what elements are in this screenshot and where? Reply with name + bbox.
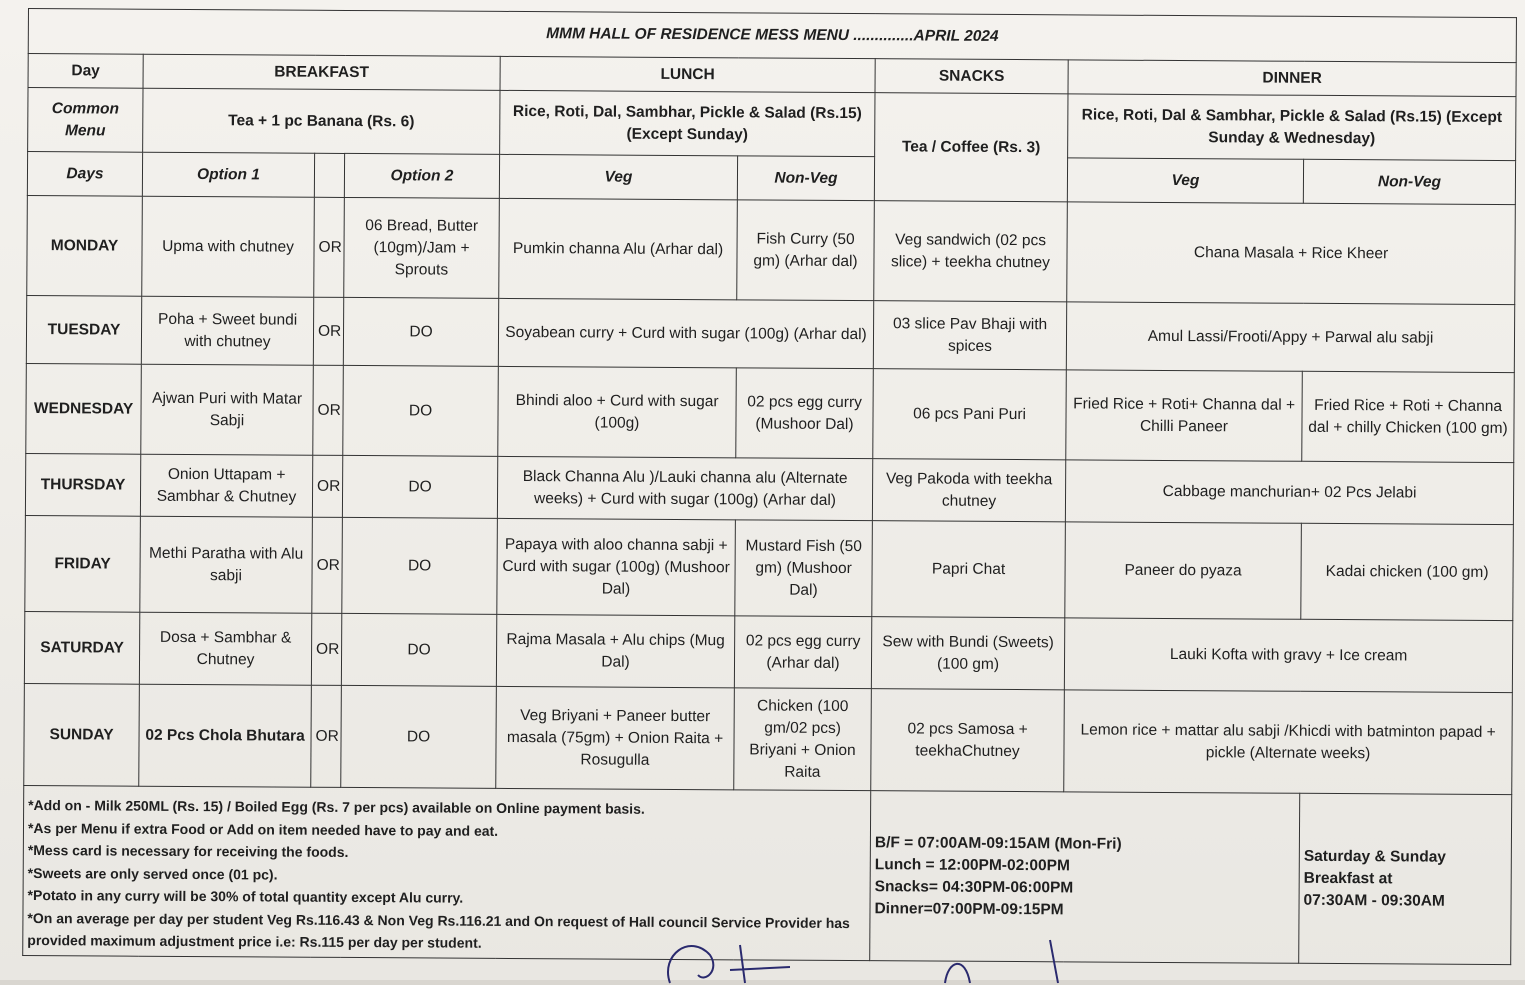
breakfast-option1: Methi Paratha with Alu sabji bbox=[140, 516, 313, 613]
menu-title: MMM HALL OF RESIDENCE MESS MENU ..............APRIL 2024 bbox=[28, 9, 1516, 63]
weekend-line: Breakfast at bbox=[1303, 869, 1393, 887]
lunch-nonveg-subheader: Non-Veg bbox=[737, 156, 874, 201]
breakfast-header: BREAKFAST bbox=[143, 54, 500, 90]
common-menu-label: Common Menu bbox=[28, 88, 143, 153]
days-subheader: Days bbox=[27, 152, 142, 197]
day-cell: SUNDAY bbox=[24, 683, 140, 786]
day-cell: SATURDAY bbox=[24, 611, 139, 684]
breakfast-option2: DO bbox=[342, 455, 497, 518]
timings-cell bbox=[870, 791, 1300, 964]
lunch-nonveg: Fish Curry (50 gm) (Arhar dal) bbox=[737, 200, 875, 301]
breakfast-option2: DO bbox=[343, 297, 498, 366]
dinner-nonveg-subheader: Non-Veg bbox=[1303, 159, 1515, 204]
dinner-veg: Paneer do pyaza bbox=[1065, 522, 1302, 619]
or-cell: OR bbox=[311, 685, 342, 787]
weekend-line: 07:30AM - 09:30AM bbox=[1303, 891, 1445, 910]
breakfast-option1: Ajwan Puri with Matar Sabji bbox=[141, 364, 314, 455]
or-cell: OR bbox=[313, 297, 343, 365]
lunch-veg: Bhindi aloo + Curd with sugar (100g) bbox=[498, 366, 737, 457]
timing-line: Dinner=07:00PM-09:15PM bbox=[874, 899, 1064, 918]
timing-line: Lunch = 12:00PM-02:00PM bbox=[874, 855, 1070, 874]
lunch-veg: Pumkin channa Alu (Arhar dal) bbox=[499, 198, 738, 299]
breakfast-option1: Poha + Sweet bundi with chutney bbox=[141, 296, 313, 365]
lunch-cell: Soyabean curry + Curd with sugar (100g) (Arhar dal) bbox=[498, 298, 873, 368]
dinner-nonveg: Fried Rice + Roti + Channa dal + chilly Chicken (100 gm) bbox=[1302, 371, 1515, 462]
note-line: *Potato in any curry will be 30% of total quantity except Alu curry. bbox=[27, 887, 464, 906]
breakfast-option2: DO bbox=[343, 365, 499, 456]
or-cell: OR bbox=[312, 517, 343, 613]
lunch-veg: Papaya with aloo channa sabji + Curd with sugar (100g) (Mushoor Dal) bbox=[497, 518, 736, 615]
timing-line: Snacks= 04:30PM-06:00PM bbox=[874, 877, 1074, 896]
or-cell: OR bbox=[314, 197, 345, 297]
breakfast-option2: 06 Bread, Butter (10gm)/Jam + Sprouts bbox=[344, 197, 500, 298]
day-cell: FRIDAY bbox=[25, 515, 141, 612]
dinner-cell: Cabbage manchurian+ 02 Pcs Jelabi bbox=[1065, 460, 1513, 525]
mess-menu-table bbox=[22, 8, 1517, 965]
snacks-header: SNACKS bbox=[875, 59, 1068, 94]
snacks-cell: Veg Pakoda with teekha chutney bbox=[872, 459, 1065, 522]
breakfast-option2: DO bbox=[342, 517, 498, 614]
dinner-cell: Chana Masala + Rice Kheer bbox=[1067, 202, 1516, 305]
friday-row bbox=[25, 515, 1514, 620]
dinner-veg: Fried Rice + Roti+ Channa dal + Chilli Paneer bbox=[1066, 370, 1303, 461]
snacks-cell: 06 pcs Pani Puri bbox=[873, 369, 1067, 460]
or-cell: OR bbox=[313, 365, 344, 455]
sunday-row bbox=[24, 683, 1513, 794]
lunch-nonveg: Chicken (100 gm/02 pcs) Briyani + Onion Raita bbox=[734, 688, 872, 791]
lunch-nonveg: 02 pcs egg curry (Mushoor Dal) bbox=[736, 368, 874, 459]
dinner-cell: Lemon rice + mattar alu sabji /Khicdi with batminton papad + pickle (Alternate weeks) bbox=[1064, 690, 1513, 795]
thursday-row bbox=[25, 453, 1513, 524]
option1-subheader: Option 1 bbox=[142, 152, 314, 197]
saturday-row bbox=[24, 611, 1512, 692]
lunch-nonveg: Mustard Fish (50 gm) (Mushoor Dal) bbox=[735, 520, 873, 617]
breakfast-option2: DO bbox=[341, 685, 497, 788]
note-line: *Add on - Milk 250ML (Rs. 15) / Boiled Egg (Rs. 7 per pcs) available on Online payment basis. bbox=[28, 797, 645, 817]
breakfast-option1: Dosa + Sambhar & Chutney bbox=[139, 612, 311, 685]
timing-line: B/F = 07:00AM-09:15AM (Mon-Fri) bbox=[874, 833, 1122, 853]
lunch-veg: Rajma Masala + Alu chips (Mug Dal) bbox=[496, 614, 734, 687]
note-line: *Mess card is necessary for receiving the foods. bbox=[27, 842, 349, 860]
wednesday-row bbox=[26, 363, 1515, 462]
day-header: Day bbox=[28, 54, 143, 89]
dinner-cell: Amul Lassi/Frooti/Appy + Parwal alu sabji bbox=[1066, 302, 1514, 373]
common-breakfast: Tea + 1 pc Banana (Rs. 6) bbox=[143, 88, 500, 154]
weekend-line: Saturday & Sunday bbox=[1303, 847, 1447, 866]
day-cell: WEDNESDAY bbox=[26, 363, 142, 454]
lunch-header: LUNCH bbox=[500, 56, 875, 92]
monday-row bbox=[27, 195, 1516, 304]
day-cell: MONDAY bbox=[27, 195, 143, 296]
or-subheader bbox=[314, 153, 344, 197]
note-line: *Sweets are only served once (01 pc). bbox=[27, 864, 278, 883]
weekend-timing-cell bbox=[1299, 793, 1512, 964]
snacks-cell: 03 slice Pav Bhaji with spices bbox=[873, 301, 1066, 370]
or-cell: OR bbox=[312, 455, 342, 517]
common-menu-row bbox=[28, 88, 1516, 161]
lunch-nonveg: 02 pcs egg curry (Arhar dal) bbox=[734, 616, 871, 689]
option2-subheader: Option 2 bbox=[344, 153, 499, 198]
signature-mark bbox=[650, 925, 790, 985]
snacks-cell: Veg sandwich (02 pcs slice) + teekha chutney bbox=[874, 201, 1068, 302]
breakfast-option1: Onion Uttapam + Sambhar & Chutney bbox=[140, 454, 312, 517]
signature-mark bbox=[940, 935, 1070, 985]
breakfast-option1: 02 Pcs Chola Bhutara bbox=[139, 684, 312, 787]
lunch-veg-subheader: Veg bbox=[499, 154, 737, 199]
dinner-nonveg: Kadai chicken (100 gm) bbox=[1301, 523, 1514, 620]
dinner-veg-subheader: Veg bbox=[1067, 158, 1303, 203]
or-cell: OR bbox=[311, 613, 341, 685]
dinner-cell: Lauki Kofta with gravy + Ice cream bbox=[1064, 618, 1512, 693]
tuesday-row bbox=[26, 295, 1514, 372]
note-line: *As per Menu if extra Food or Add on item needed have to pay and eat. bbox=[27, 819, 499, 839]
breakfast-option2: DO bbox=[341, 613, 496, 686]
snacks-cell: Papri Chat bbox=[872, 521, 1066, 618]
day-cell: THURSDAY bbox=[25, 453, 140, 516]
dinner-header: DINNER bbox=[1068, 60, 1516, 97]
snacks-cell: 02 pcs Samosa + teekhaChutney bbox=[871, 689, 1065, 792]
common-snacks: Tea / Coffee (Rs. 3) bbox=[874, 93, 1068, 202]
snacks-cell: Sew with Bundi (Sweets)(100 gm) bbox=[871, 617, 1064, 690]
lunch-cell: Black Channa Alu )/Lauki channa alu (Alternate weeks) + Curd with sugar (100g) (Arhar dal) bbox=[497, 456, 872, 520]
common-lunch: Rice, Roti, Dal, Sambhar, Pickle & Salad (Rs.15) (Except Sunday) bbox=[500, 90, 875, 156]
note-line: *On an average per day per student Veg Rs.116.43 & Non Veg Rs.116.21 and On request of Hall council Service Provider has provided maximum adjustment price i.e: Rs.115 per day per student. bbox=[27, 909, 850, 951]
common-dinner: Rice, Roti, Dal & Sambhar, Pickle & Salad (Rs.15) (Except Sunday & Wednesday) bbox=[1068, 94, 1516, 161]
day-cell: TUESDAY bbox=[26, 295, 141, 364]
breakfast-option1: Upma with chutney bbox=[142, 196, 315, 297]
lunch-veg: Veg Briyani + Paneer butter masala (75gm) + Onion Raita + Rosugulla bbox=[496, 686, 735, 789]
